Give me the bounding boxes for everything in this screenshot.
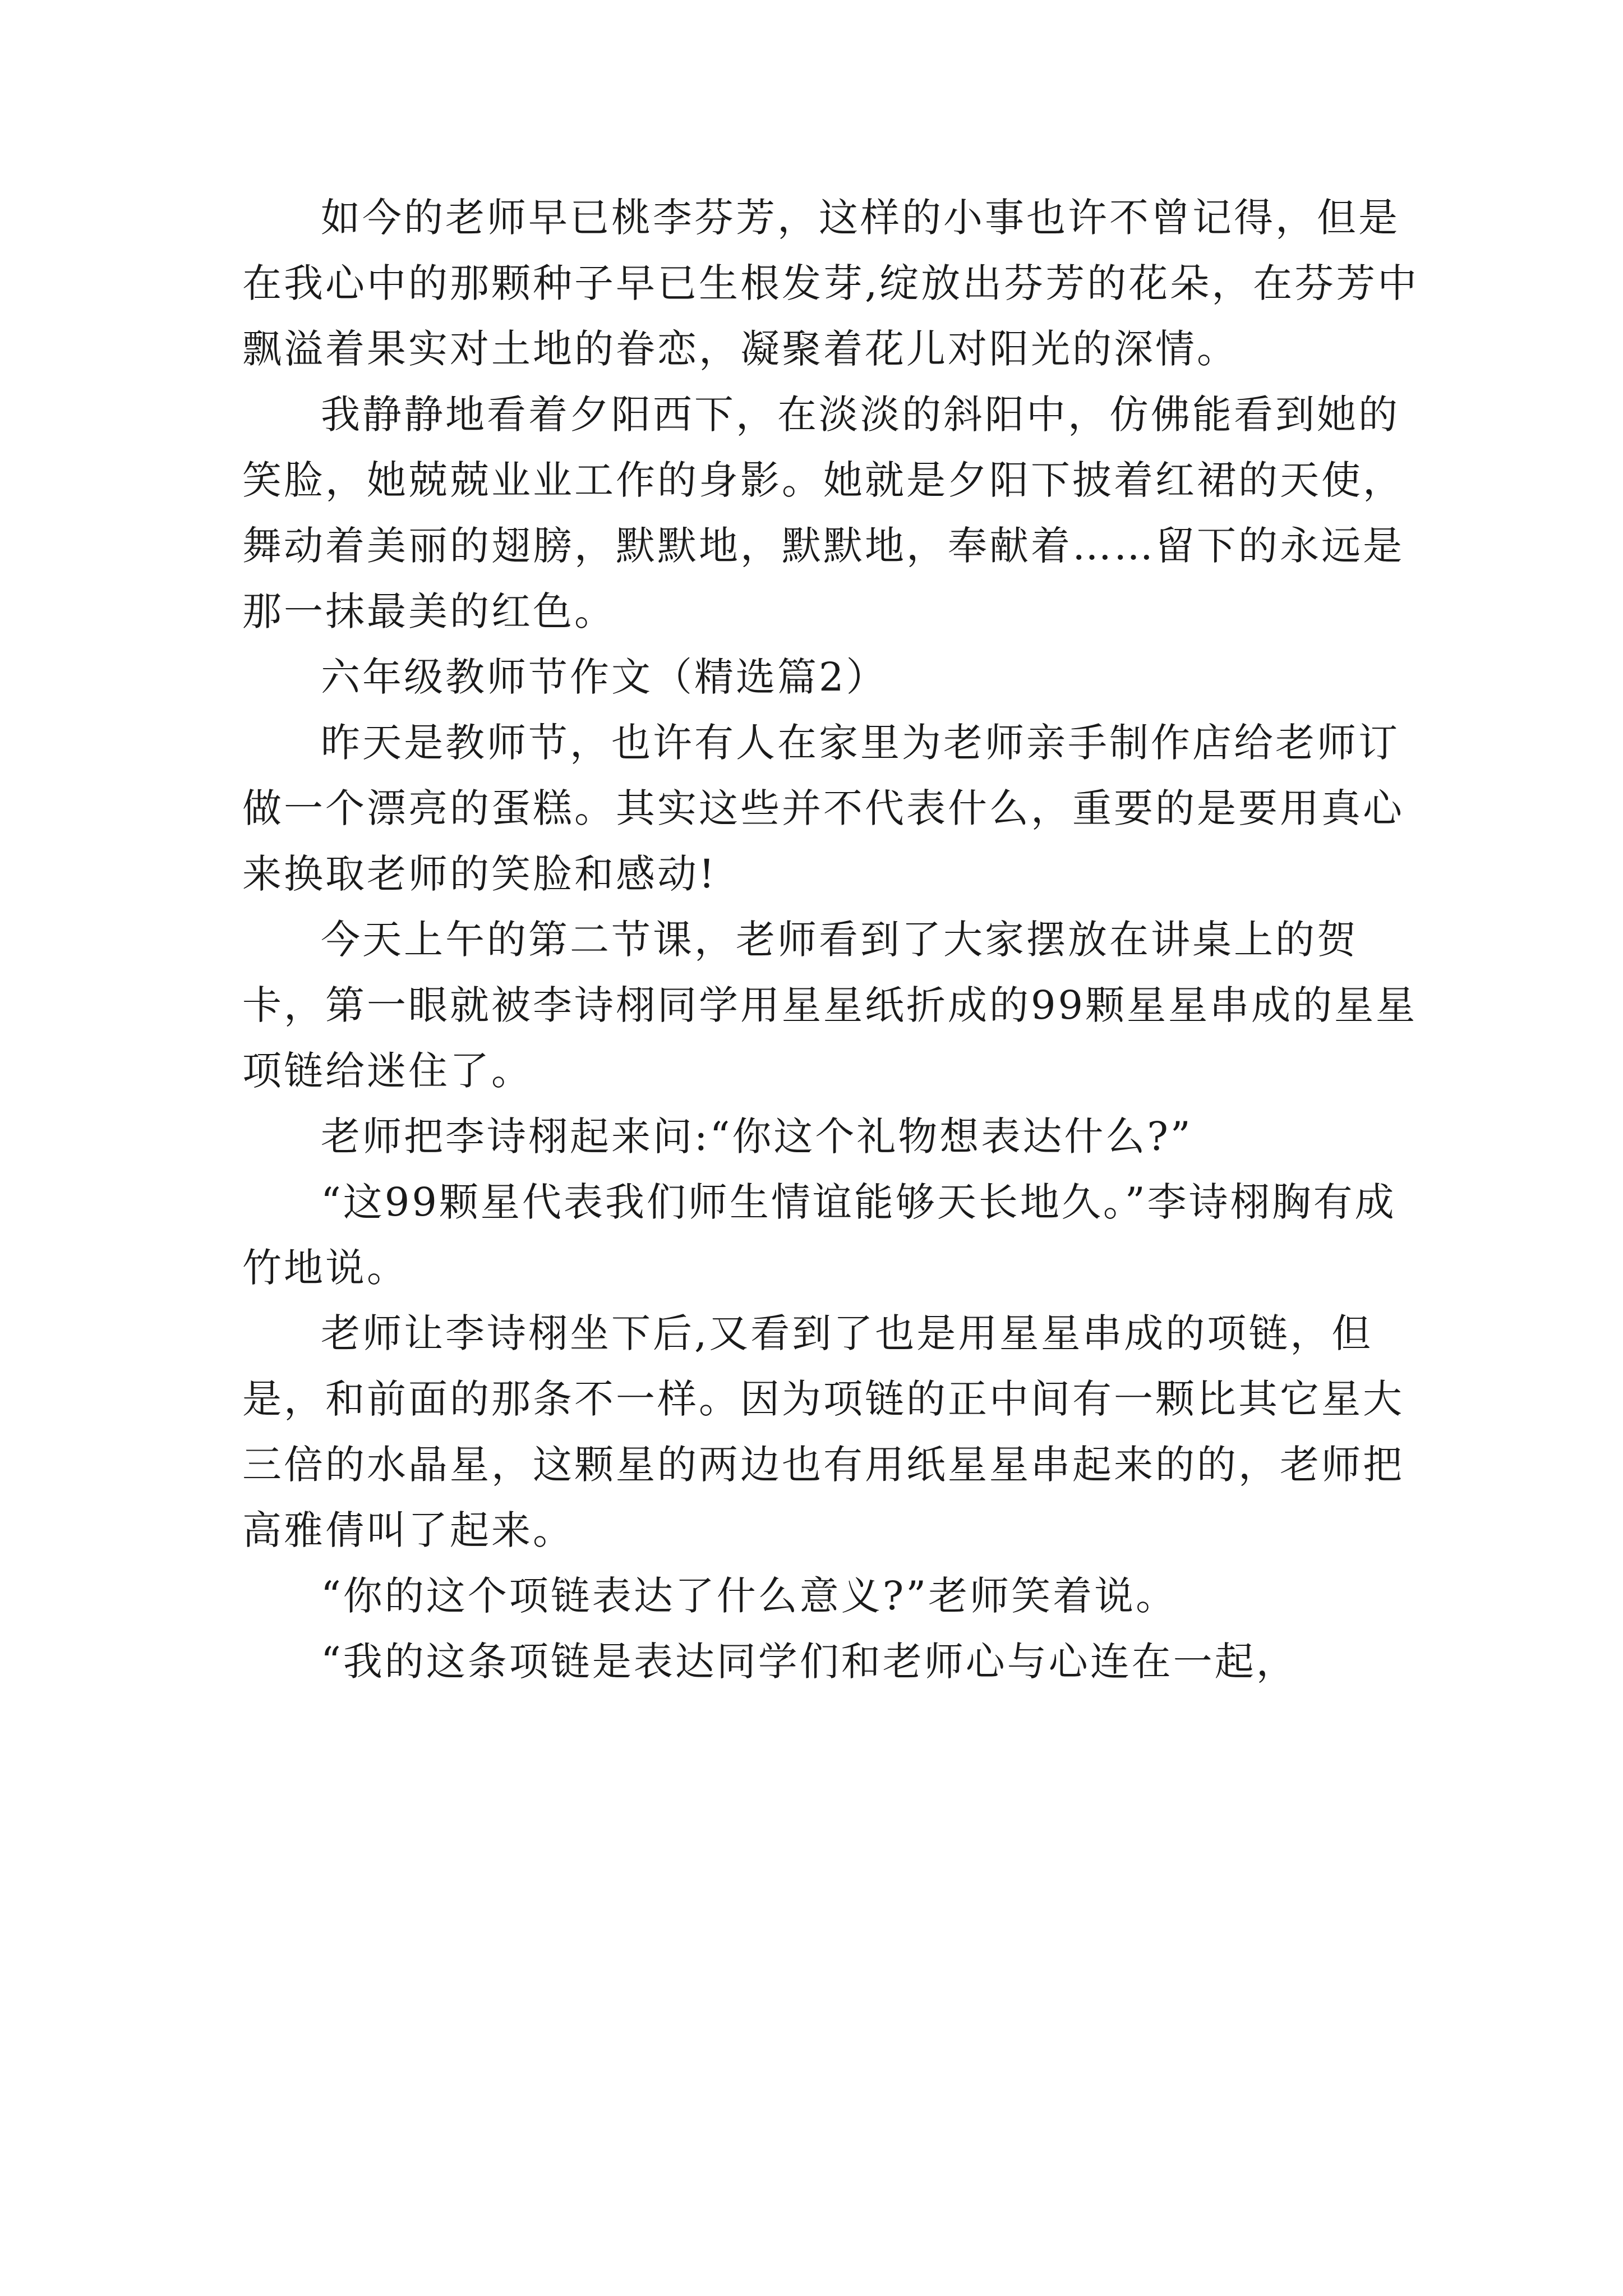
paragraph-1: 如今的老师早已桃李芬芳，这样的小事也许不曾记得，但是在我心中的那颗种子早已生根发芽,绽放出芬芳的花朵，在芬芳中飘溢着果实对土地的眷恋，凝聚着花儿对阳光的深情。 [242,195,1419,372]
paragraph-9: “我的这条项链是表达同学们和老师心与心连在一起， [321,1639,1298,1685]
paragraph-2: 我静静地看着夕阳西下，在淡淡的斜阳中，仿佛能看到她的笑脸，她兢兢业业工作的身影。她就是夕阳下披着红裙的天使，舞动着美丽的翅膀，默默地，默默地，奉献着……留下的永远是那一抹最美的红色。 [242,392,1404,634]
paragraph-4: 今天上午的第二节课，老师看到了大家摆放在讲桌上的贺卡，第一眼就被李诗栩同学用星星纸折成的99颗星星串成的星星项链给迷住了。 [242,917,1418,1094]
section-heading: 六年级教师节作文（精选篇2） [321,654,888,700]
paragraph-7: 老师让李诗栩坐下后,又看到了也是用星星串成的项链，但是，和前面的那条不一样。因为项链的正中间有一颗比其它星大三倍的水晶星，这颗星的两边也有用纸星星串起来的的，老师把高雅倩叫了起来。 [242,1310,1404,1553]
document-body [242,185,1426,1695]
paragraph-3: 昨天是教师节，也许有人在家里为老师亲手制作店给老师订做一个漂亮的蛋糕。其实这些并不代表什么，重要的是要用真心来换取老师的笑脸和感动! [242,720,1404,897]
paragraph-6: “这99颗星代表我们师生情谊能够天长地久。”李诗栩胸有成竹地说。 [242,1179,1396,1291]
paragraph-8: “你的这个项链表达了什么意义?”老师笑着说。 [321,1573,1178,1619]
paragraph-5: 老师把李诗栩起来问:“你这个礼物想表达什么?” [321,1114,1193,1159]
